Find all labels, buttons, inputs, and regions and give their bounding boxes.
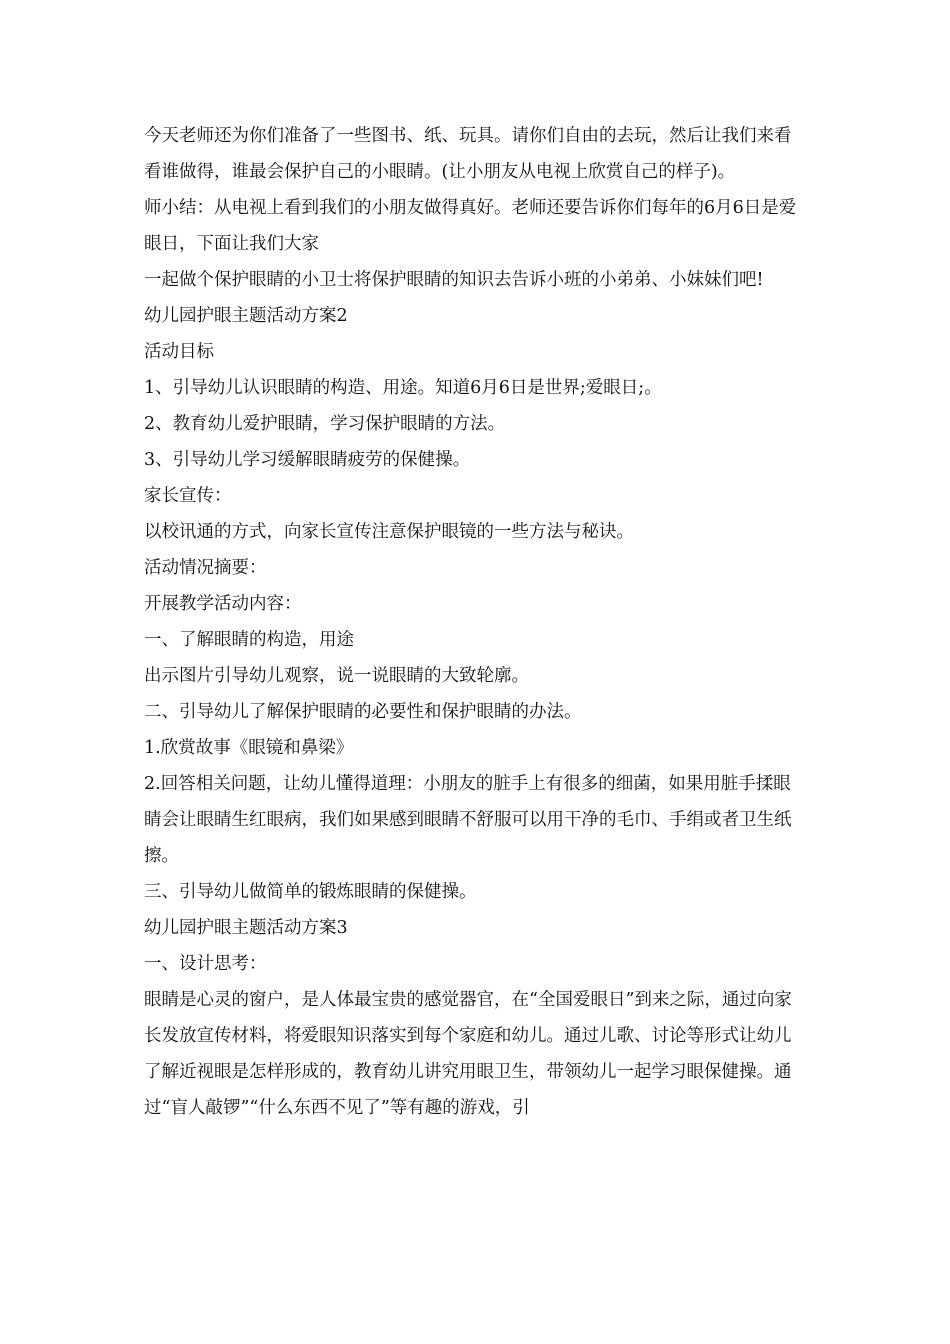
list-item: 二、引导幼儿了解保护眼睛的必要性和保护眼睛的办法。 [144, 702, 582, 722]
paragraph: 眼睛是心灵的窗户，是人体最宝贵的感觉器官，在“全国爱眼日”到来之际，通过向家长发放宣传材料，将爱眼知识落实到每个家庭和幼儿。通过儿歌、讨论等形式让幼儿了解近视眼是怎样形成的，教育幼儿讲究用眼卫生，带领幼儿一起学习眼保健操。通过“盲人敲锣”“什么东西不见了”等有趣的游戏，引 [144, 990, 792, 1118]
section-heading: 幼儿园护眼主题活动方案3 [144, 918, 348, 938]
subsection-heading: 开展教学活动内容： [144, 594, 302, 614]
paragraph: 师小结：从电视上看到我们的小朋友做得真好。老师还要告诉你们每年的6月6日是爱眼日，下面让我们大家 [144, 198, 797, 254]
subsection-heading: 一、设计思考： [144, 954, 267, 974]
list-item: 三、引导幼儿做简单的锻炼眼睛的保健操。 [144, 882, 477, 902]
subsection-heading: 活动目标 [144, 342, 214, 362]
subsection-heading: 活动情况摘要： [144, 558, 267, 578]
paragraph: 今天老师还为你们准备了一些图书、纸、玩具。请你们自由的去玩，然后让我们来看看谁做得，谁最会保护自己的小眼睛。(让小朋友从电视上欣赏自己的样子)。 [144, 126, 792, 182]
paragraph: 出示图片引导幼儿观察，说一说眼睛的大致轮廓。 [144, 666, 529, 686]
list-item: 2、教育幼儿爱护眼睛，学习保护眼睛的方法。 [144, 414, 506, 434]
section-heading: 幼儿园护眼主题活动方案2 [144, 306, 348, 326]
paragraph: 以校讯通的方式，向家长宣传注意保护眼镜的一些方法与秘诀。 [144, 522, 634, 542]
subsection-heading: 家长宣传： [144, 486, 232, 506]
paragraph: 一起做个保护眼睛的小卫士将保护眼睛的知识去告诉小班的小弟弟、小妹妹们吧! [144, 270, 764, 290]
list-item: 1.欣赏故事《眼镜和鼻梁》 [144, 738, 354, 758]
list-item: 1、引导幼儿认识眼睛的构造、用途。知道6月6日是世界;爱眼日;。 [144, 378, 662, 398]
document-body [144, 118, 808, 1126]
list-item: 3、引导幼儿学习缓解眼睛疲劳的保健操。 [144, 450, 471, 470]
list-item: 一、了解眼睛的构造，用途 [144, 630, 354, 650]
list-item: 2.回答相关问题，让幼儿懂得道理：小朋友的脏手上有很多的细菌，如果用脏手揉眼睛会让眼睛生红眼病，我们如果感到眼睛不舒服可以用干净的毛巾、手绢或者卫生纸擦。 [144, 774, 792, 866]
